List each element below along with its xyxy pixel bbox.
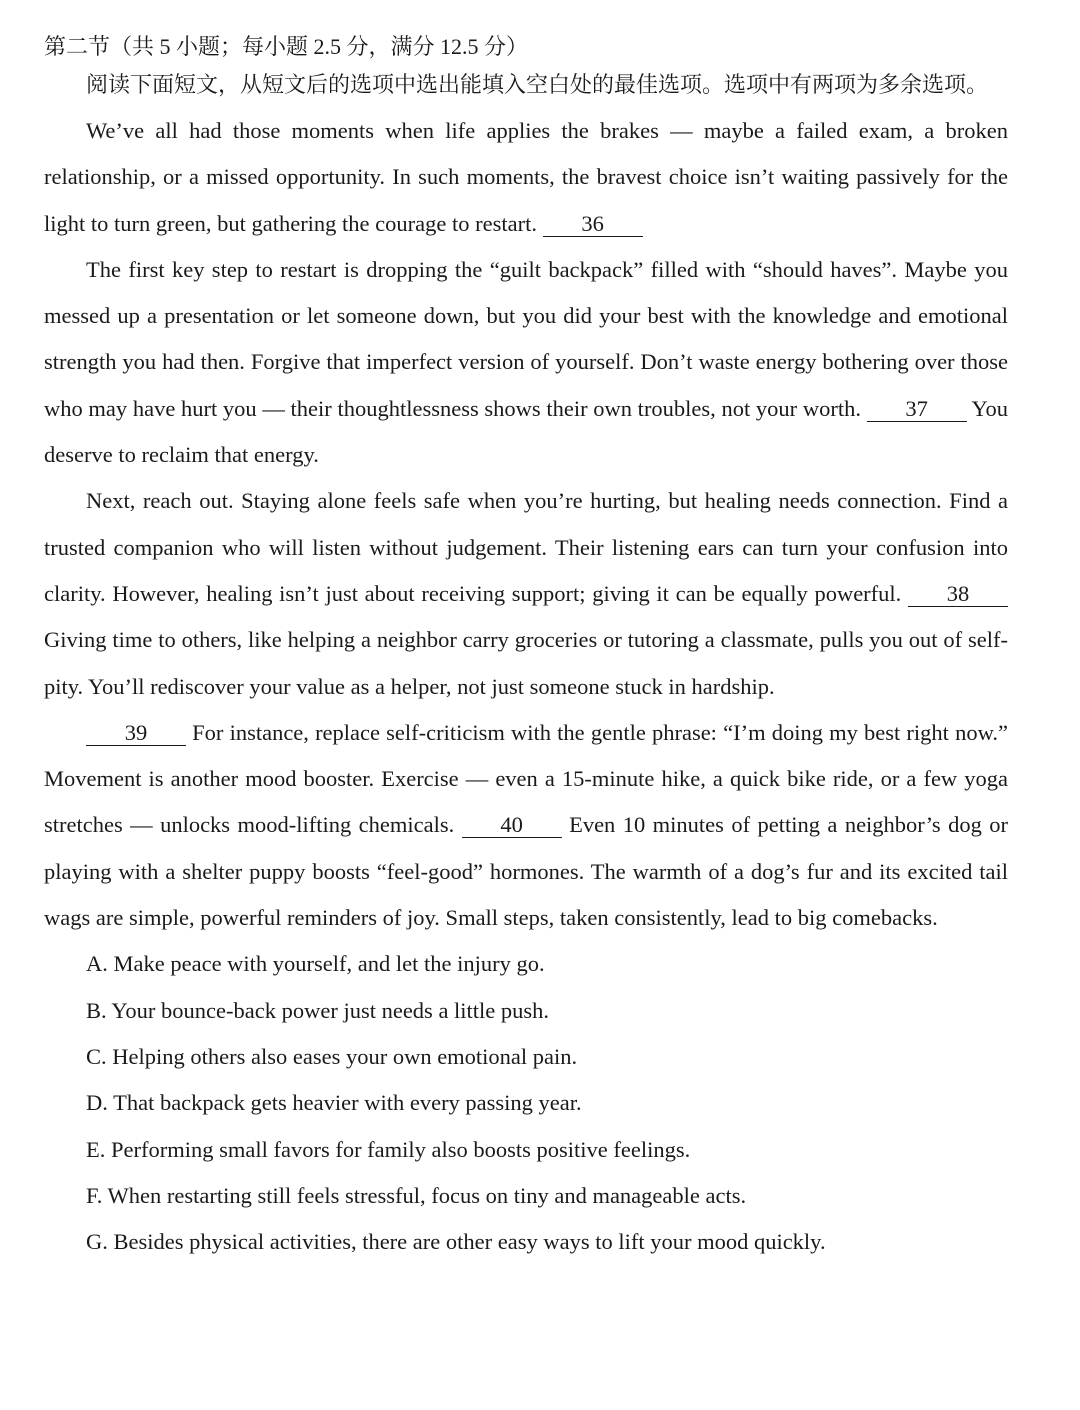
paragraph-4 xyxy=(44,710,1008,941)
paragraph-2-text-before: The first key step to restart is dropping the “guilt backpack” filled with “should haves”. Maybe you messed up a presentation or let someone down, but you did your best with the knowledge and emotional strength you had then. Forgive that imperfect version of yourself. Don’t waste energy bothering over those who may have hurt you — their thoughtlessness shows their own troubles, not your worth. xyxy=(44,256,1008,421)
blank-38: 38 xyxy=(908,582,1008,607)
paragraph-1 xyxy=(44,108,1008,247)
paragraph-2-text-after: You deserve to reclaim that energy. xyxy=(44,395,1009,468)
option-g: G. Besides physical activities, there are other easy ways to lift your mood quickly. xyxy=(86,1229,826,1255)
option-c: C. Helping others also eases your own emotional pain. xyxy=(86,1043,578,1069)
blank-36: 36 xyxy=(543,212,643,237)
answer-options xyxy=(44,941,1008,1265)
paragraph-3-text-before: Next, reach out. Staying alone feels safe when you’re hurting, but healing needs connection. Find a trusted companion who will listen without judgement. Their listening ears can turn your confusion into clarity. However, healing isn’t just about receiving support; giving it can be equally powerful. xyxy=(44,488,1008,606)
option-b: B. Your bounce-back power just needs a little push. xyxy=(86,997,550,1023)
paragraph-4-text-a: For instance, replace self-criticism with the gentle phrase: “I’m doing my best right now.” Movement is another mood booster. Exercise — even a 15-minute hike, a quick bike ride, or a few yoga stretches — unlocks mood-lifting chemicals. xyxy=(44,719,1008,838)
exam-page xyxy=(44,28,1008,1265)
paragraph-3-text-after: Giving time to others, like helping a neighbor carry groceries or tutoring a classmate, pulls you out of self-pity. You’ll rediscover your value as a helper, not just someone stuck in hardship. xyxy=(44,627,1008,699)
paragraph-4-text-b: Even 10 minutes of petting a neighbor’s dog or playing with a shelter puppy boosts “feel-good” hormones. The warmth of a dog’s fur and its excited tail wags are simple, powerful reminders of joy. Small steps, taken consistently, lead to big comebacks. xyxy=(44,812,1008,931)
paragraph-1-text: We’ve all had those moments when life applies the brakes — maybe a failed exam, a broken relationship, or a missed opportunity. In such moments, the bravest choice isn’t waiting passively for the light to turn green, but gathering the courage to restart. xyxy=(44,118,1008,236)
blank-39: 39 xyxy=(86,721,186,746)
blank-37: 37 xyxy=(867,397,967,422)
reading-passage xyxy=(44,108,1008,941)
option-d: D. That backpack gets heavier with every passing year. xyxy=(86,1090,582,1116)
option-f: F. When restarting still feels stressful, focus on tiny and manageable acts. xyxy=(86,1182,747,1208)
option-e: E. Performing small favors for family also boosts positive feelings. xyxy=(86,1136,691,1162)
section-heading: 第二节（共 5 小题；每小题 2.5 分，满分 12.5 分） xyxy=(44,34,529,59)
blank-40: 40 xyxy=(462,813,562,838)
paragraph-2 xyxy=(44,247,1008,478)
section-instruction: 阅读下面短文，从短文后的选项中选出能填入空白处的最佳选项。选项中有两项为多余选项。 xyxy=(86,72,989,97)
paragraph-3 xyxy=(44,478,1008,709)
option-a: A. Make peace with yourself, and let the injury go. xyxy=(86,951,545,977)
